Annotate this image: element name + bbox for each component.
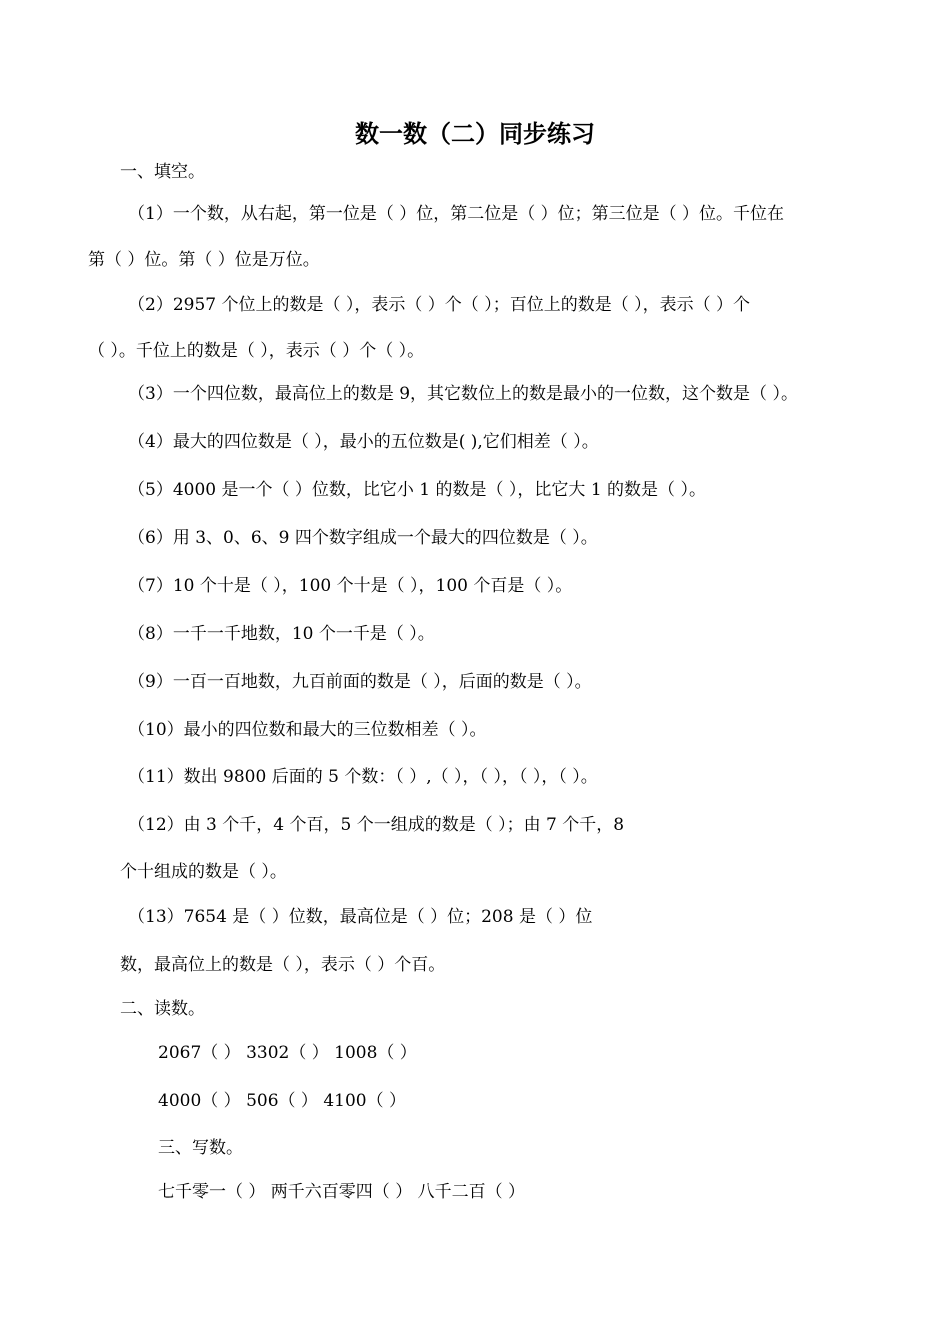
question-line: （12）由 3 个千，4 个百，5 个一组成的数是（ ）；由 7 个千，8 [128, 815, 625, 835]
question-line: 个十组成的数是（ ）。 [120, 862, 287, 882]
section-heading-write-numbers: 三、写数。 [158, 1138, 243, 1158]
read-numbers-line: 4000（ ） 506（ ） 4100（ ） [158, 1091, 406, 1111]
question-line: （ ）。千位上的数是（ ），表示（ ）个（ ）。 [88, 341, 425, 361]
question-line: 数，最高位上的数是（ ），表示（ ）个百。 [120, 955, 446, 975]
question-line: （9）一百一百地数，九百前面的数是（ ），后面的数是（ ）。 [128, 672, 592, 692]
read-numbers-line: 2067（ ） 3302（ ） 1008（ ） [158, 1043, 417, 1063]
question-line: （7）10 个十是（ ），100 个十是（ ），100 个百是（ ）。 [128, 576, 573, 596]
section-heading-read-numbers: 二、读数。 [120, 999, 205, 1019]
question-line: （1）一个数，从右起，第一位是（ ）位，第二位是（ ）位；第三位是（ ）位。千位在 [128, 204, 785, 224]
question-line: （6）用 3、0、6、9 四个数字组成一个最大的四位数是（ ）。 [128, 528, 598, 548]
write-numbers-line: 七千零一（ ） 两千六百零四（ ） 八千二百（ ） [158, 1182, 526, 1202]
question-line: （13）7654 是（ ）位数，最高位是（ ）位；208 是（ ）位 [128, 907, 593, 927]
question-line: （4）最大的四位数是（ ），最小的五位数是( ),它们相差（ ）。 [128, 432, 599, 452]
question-line: （8）一千一千地数，10 个一千是（ ）。 [128, 624, 435, 644]
question-line: （5）4000 是一个（ ）位数，比它小 1 的数是（ ），比它大 1 的数是（ ）。 [128, 480, 706, 500]
question-line: （10）最小的四位数和最大的三位数相差（ ）。 [128, 720, 487, 740]
section-heading-fill-blank: 一、填空。 [120, 162, 205, 182]
question-line: 第（ ）位。第（ ）位是万位。 [88, 250, 320, 270]
page-title: 数一数（二）同步练习 [355, 120, 595, 148]
question-line: （2）2957 个位上的数是（ ），表示（ ）个（ ）；百位上的数是（ ），表示（ ）个 [128, 295, 751, 315]
question-line: （11）数出 9800 后面的 5 个数：（ ）,（ ），（ ），（ ），（ ）。 [128, 767, 598, 787]
question-line: （3）一个四位数，最高位上的数是 9，其它数位上的数是最小的一位数，这个数是（ ）。 [128, 384, 798, 404]
